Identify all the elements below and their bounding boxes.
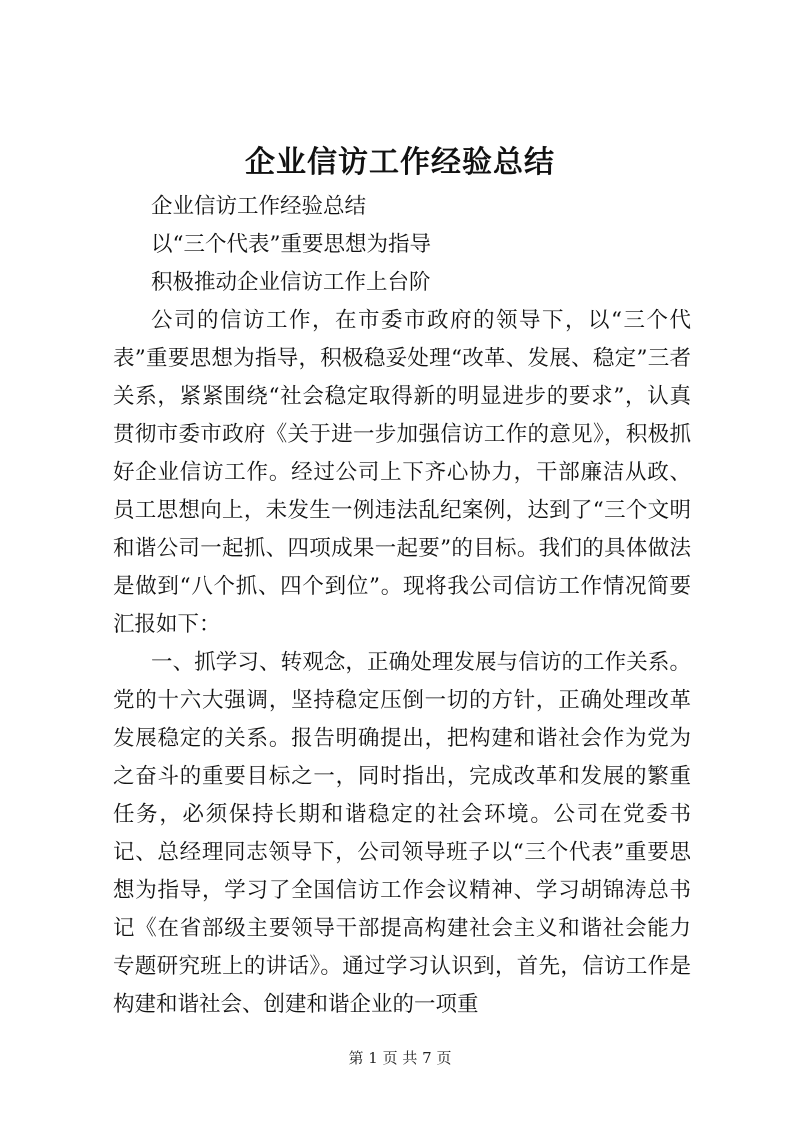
subheading-1: 企业信访工作经验总结 [151,194,367,219]
page-number-footer: 第 1 页 共 7 页 [348,1049,452,1067]
document-body [113,188,691,1024]
document-title: 企业信访工作经验总结 [245,145,555,180]
paragraph-section-1: 一、抓学习、转观念，正确处理发展与信访的工作关系。党的十六大强调，坚持稳定压倒一切的方针，正确处理改革发展稳定的关系。报告明确提出，把构建和谐社会作为党为之奋斗的重要目标之一，同时指出，完成改革和发展的繁重任务，必须保持长期和谐稳定的社会环境。公司在党委书记、总经理同志领导下，公司领导班子以“三个代表”重要思想为指导，学习了全国信访工作会议精神、学习胡锦涛总书记《在省部级主要领导干部提高构建社会主义和谐社会能力专题研究班上的讲话》。通过学习认识到，首先，信访工作是构建和谐社会、创建和谐企业的一项重 [113,650,691,1017]
paragraph-intro: 公司的信访工作，在市委市政府的领导下，以“三个代表”重要思想为指导，积极稳妥处理“改革、发展、稳定”三者关系，紧紧围绕“社会稳定取得新的明显进步的要求”，认真贯彻市委市政府《关于进一步加强信访工作的意见》，积极抓好企业信访工作。经过公司上下齐心协力，干部廉洁从政、员工思想向上，未发生一例违法乱纪案例，达到了“三个文明和谐公司一起抓、四项成果一起要”的目标。我们的具体做法是做到“八个抓、四个到位”。现将我公司信访工作情况简要汇报如下： [113,308,691,637]
subheading-3: 积极推动企业信访工作上台阶 [151,270,431,295]
subheading-2: 以“三个代表”重要思想为指导 [151,232,431,257]
